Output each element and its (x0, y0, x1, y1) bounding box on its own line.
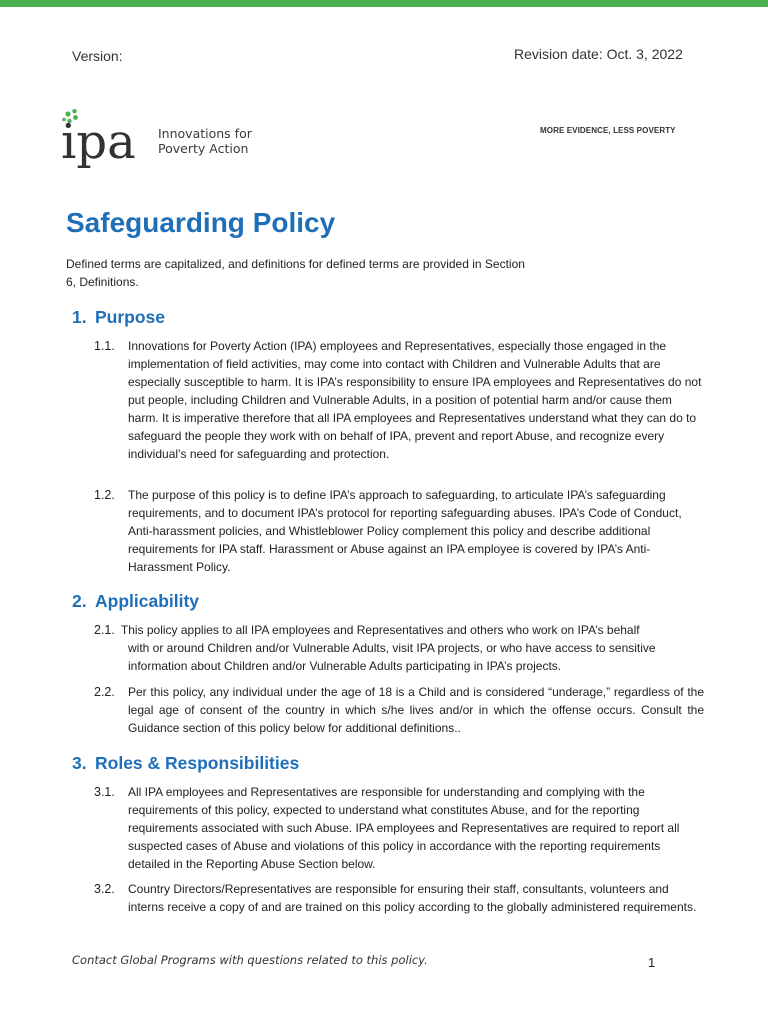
section-title: Purpose (95, 307, 166, 327)
paragraph-text: with or around Children and/or Vulnerable Adults, visit IPA projects, or who have access to sensitive information about Children and/or Vulnerable Adults participating in IPA’s projects. (128, 641, 656, 673)
paragraph-3-2 (94, 880, 704, 916)
logo-text-line2: Poverty Action (158, 141, 249, 156)
paragraph-number: 2.2. (94, 685, 115, 699)
paragraph-text: Per this policy, any individual under the age of 18 is a Child and is considered “underage,” regardless of the legal age of consent of the country in which s/he lives and/or in which the offense occurs. Consult the Guidance section of this policy below for additional definitions.. (128, 685, 704, 735)
paragraph-text-first-line: This policy applies to all IPA employees and Representatives and others who work on IPA’s behalf (120, 623, 640, 637)
ipa-logo-mark (60, 108, 152, 178)
logo-text-line1: Innovations for (158, 126, 252, 141)
intro-text: Defined terms are capitalized, and definitions for defined terms are provided in Section 6, Definitions. (66, 257, 525, 289)
ipa-logo (60, 108, 260, 178)
paragraph-text: Country Directors/Representatives are responsible for ensuring their staff, consultants, volunteers and interns receive a copy of and are trained on this policy according to the globally administered requirements. (128, 882, 697, 914)
paragraph-2-2 (94, 683, 704, 737)
top-accent-bar (0, 0, 768, 7)
paragraph-number: 1.1. (94, 339, 115, 353)
section-heading-applicability (72, 591, 199, 612)
paragraph-1-1 (94, 337, 704, 463)
paragraph-text: Innovations for Poverty Action (IPA) employees and Representatives, especially those engaged in the implementation of field activities, may come into contact with Children and Vulnerable Adults that are especially susceptible to harm. It is IPA’s responsibility to ensure IPA employees and Representatives do not put people, including Children and Vulnerable Adults, in a position of potential harm and/or cause them harm. It is imperative therefore that all IPA employees and Representatives understand what they can do to safeguard the people they work with on behalf of IPA, prevent and report Abuse, and recognize every individual’s need for safeguarding and protection. (128, 339, 702, 461)
section-heading-purpose (72, 307, 165, 328)
section-number: 1. (72, 307, 87, 327)
svg-text:ipa: ipa (61, 114, 136, 170)
paragraph-number: 2.1. (94, 623, 115, 637)
paragraph-number: 3.2. (94, 882, 115, 896)
paragraph-number: 1.2. (94, 488, 115, 502)
section-title: Roles & Responsibilities (95, 753, 300, 773)
version-label: Version: (72, 48, 123, 64)
section-heading-roles (72, 753, 299, 774)
page-number: 1 (648, 955, 656, 970)
paragraph-1-2 (94, 486, 704, 576)
paragraph-text: The purpose of this policy is to define IPA’s approach to safeguarding, to articulate IPA’s safeguarding requirements, and to document IPA’s protocol for reporting safeguarding abuses. IPA’s Code of Conduct, Anti-harassment policies, and Whistleblower Policy complement this policy and describe additional requirements for IPA staff. Harassment or Abuse against an IPA employee is covered by IPA’s Anti-Harassment Policy. (128, 488, 682, 574)
logo-wordmark (158, 126, 252, 156)
section-number: 2. (72, 591, 87, 611)
paragraph-3-1 (94, 783, 704, 873)
revision-date: Revision date: Oct. 3, 2022 (514, 46, 683, 62)
footer-note: Contact Global Programs with questions related to this policy. (72, 953, 428, 967)
section-title: Applicability (95, 591, 200, 611)
section-number: 3. (72, 753, 87, 773)
paragraph-text: All IPA employees and Representatives are responsible for understanding and complying with the requirements of this policy, expected to understand what constitutes Abuse, and for the reporting requirements associated with such Abuse. IPA employees and Representatives are required to report all suspected cases of Abuse and violations of this policy in accordance with the reporting requirements detailed in the Reporting Abuse Section below. (128, 785, 680, 871)
paragraph-number: 3.1. (94, 785, 115, 799)
page-title: Safeguarding Policy (66, 207, 336, 238)
tagline: MORE EVIDENCE, LESS POVERTY (540, 126, 676, 135)
paragraph-2-1 (94, 621, 704, 675)
